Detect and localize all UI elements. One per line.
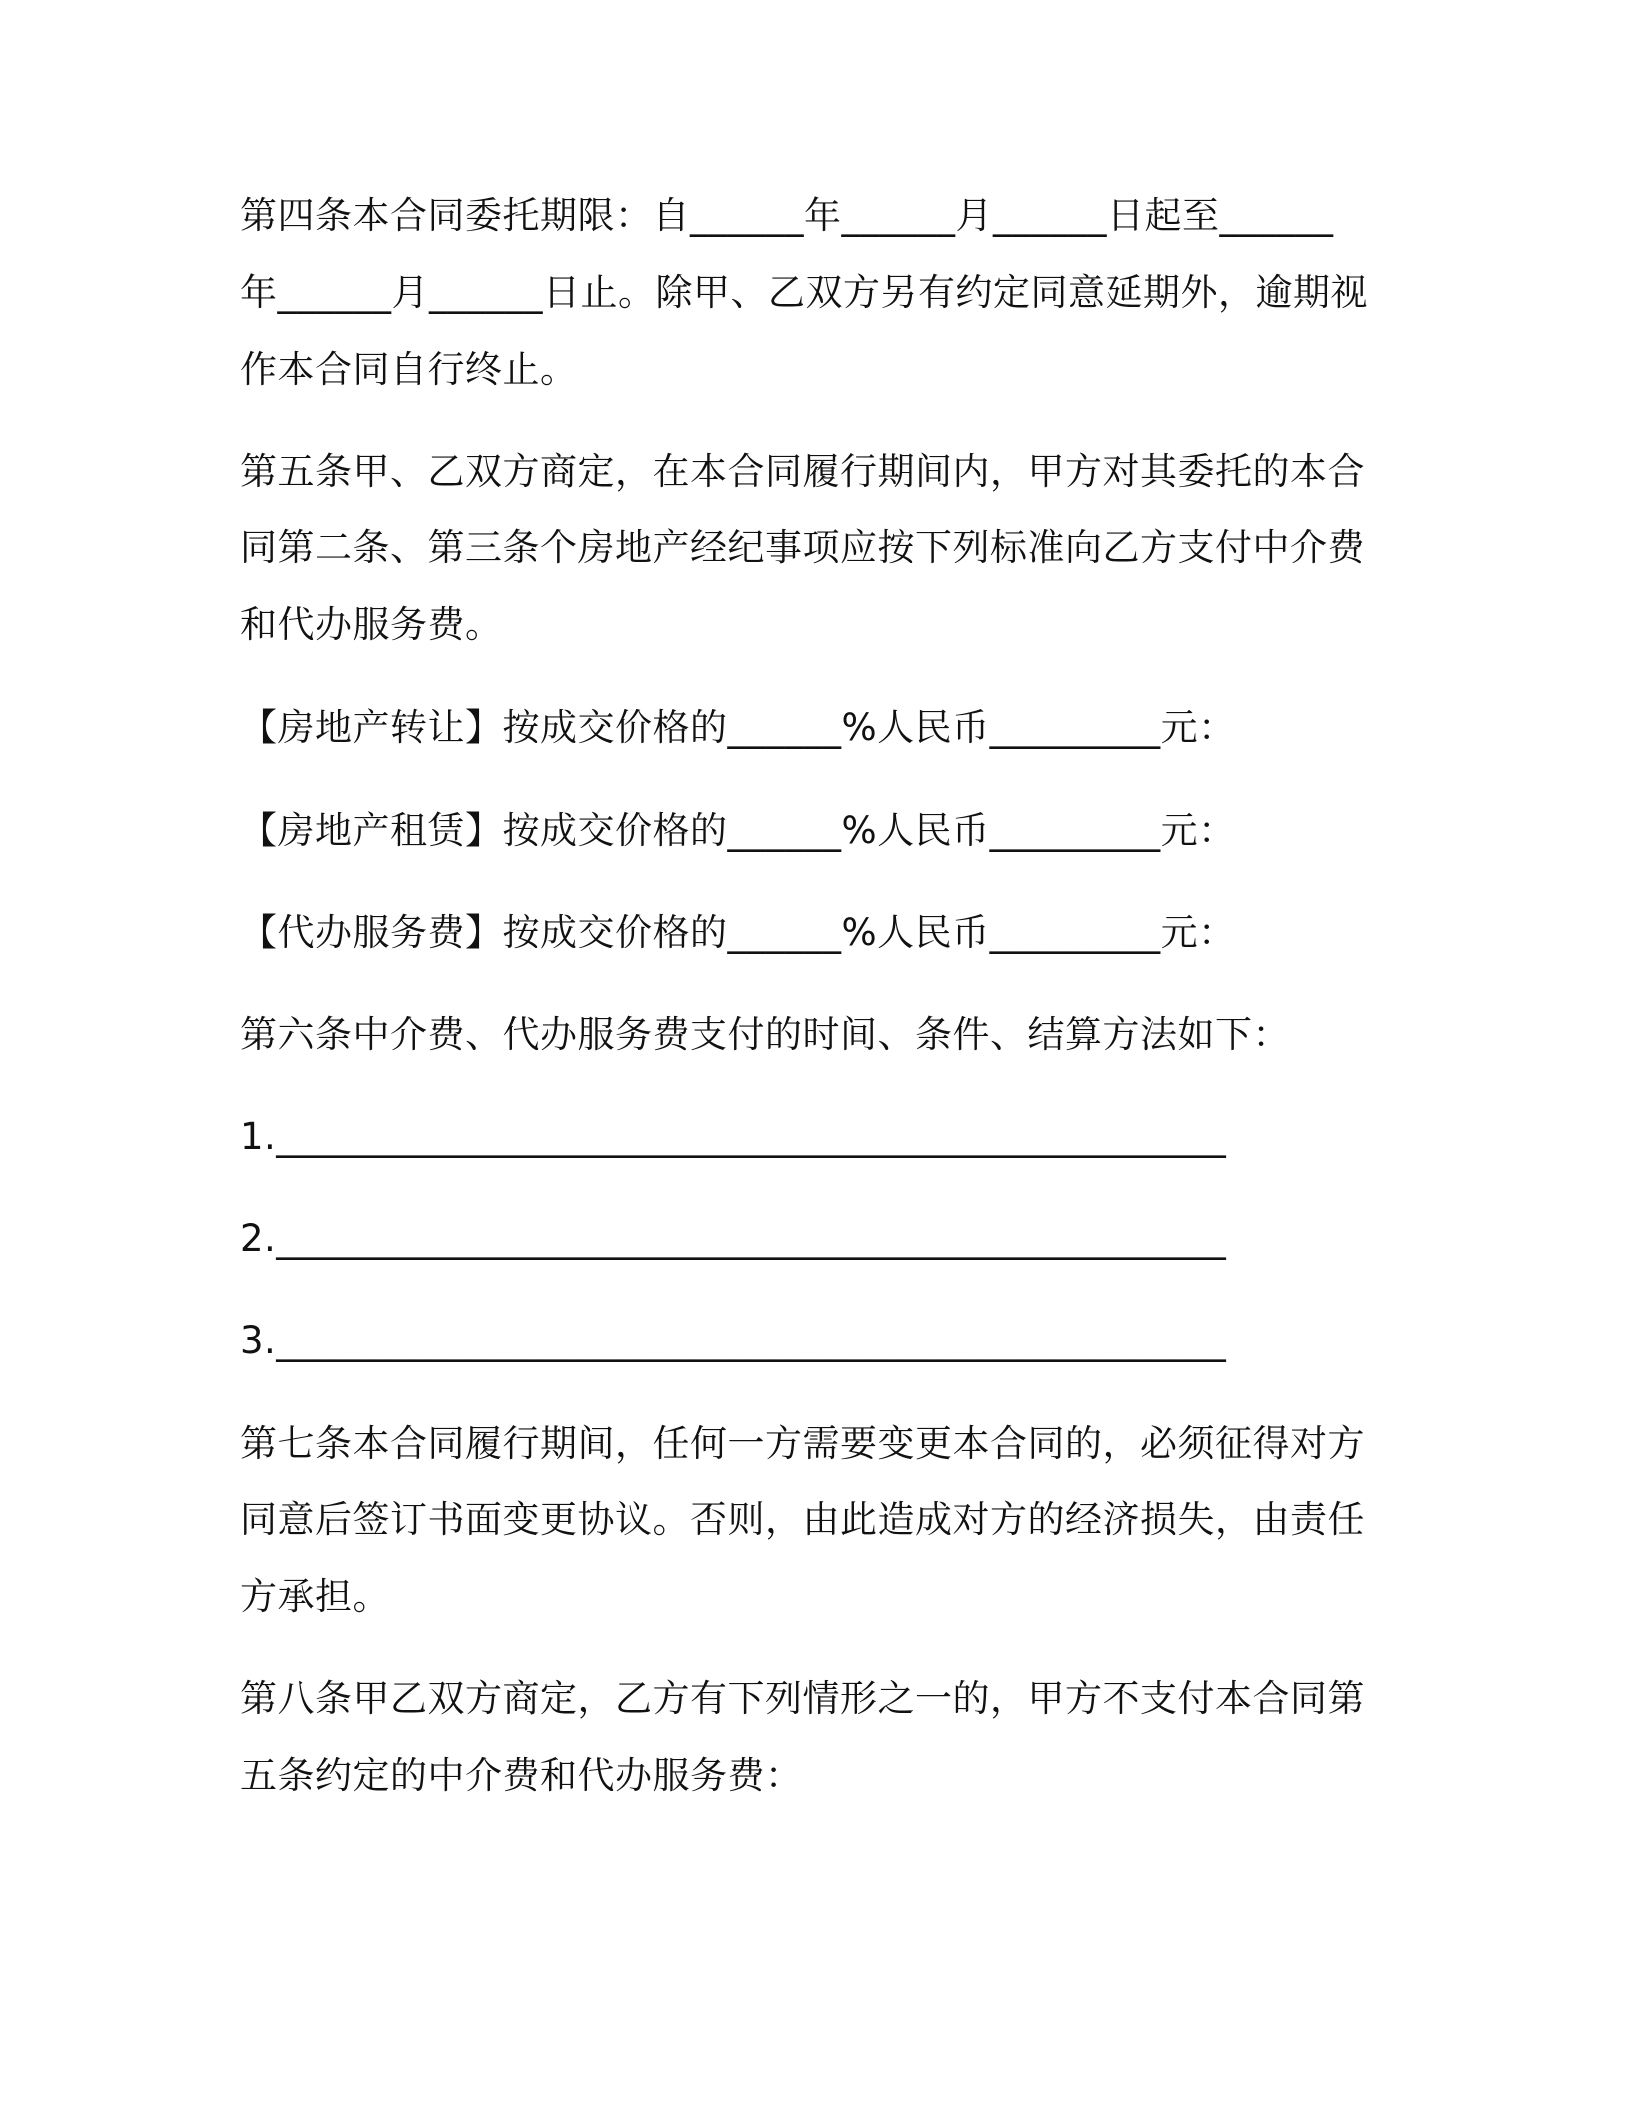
blank-line-3: 3.__________________________________________________: [240, 1319, 1227, 1362]
article-7-line-3: 方承担。: [240, 1575, 390, 1618]
article-4-line-2: 年______月______日止。除甲、乙双方另有约定同意延期外，逾期视: [240, 271, 1368, 314]
article-7-line-2: 同意后签订书面变更协议。否则，由此造成对方的经济损失，由责任: [240, 1498, 1365, 1541]
blank-line-1: 1.__________________________________________________: [240, 1115, 1227, 1158]
fee-lease-line: 【房地产租赁】按成交价格的______%人民币_________元：: [240, 809, 1236, 852]
article-4-line-3: 作本合同自行终止。: [240, 348, 578, 391]
fee-agency-service-line: 【代办服务费】按成交价格的______%人民币_________元：: [240, 911, 1236, 954]
article-5-line-1: 第五条甲、乙双方商定，在本合同履行期间内，甲方对其委托的本合: [240, 450, 1365, 493]
article-5-line-3: 和代办服务费。: [240, 603, 503, 646]
article-4-line-1: 第四条本合同委托期限：自______年______月______日起至______: [240, 194, 1334, 237]
article-5-line-2: 同第二条、第三条个房地产经纪事项应按下列标准向乙方支付中介费: [240, 526, 1365, 569]
article-7-line-1: 第七条本合同履行期间，任何一方需要变更本合同的，必须征得对方: [240, 1422, 1365, 1465]
fee-transfer-line: 【房地产转让】按成交价格的______%人民币_________元：: [240, 706, 1236, 749]
article-6-line-1: 第六条中介费、代办服务费支付的时间、条件、结算方法如下：: [240, 1013, 1290, 1056]
article-8-line-2: 五条约定的中介费和代办服务费：: [240, 1754, 803, 1797]
article-8-line-1: 第八条甲乙双方商定，乙方有下列情形之一的，甲方不支付本合同第: [240, 1677, 1365, 1720]
blank-line-2: 2.__________________________________________________: [240, 1217, 1227, 1260]
